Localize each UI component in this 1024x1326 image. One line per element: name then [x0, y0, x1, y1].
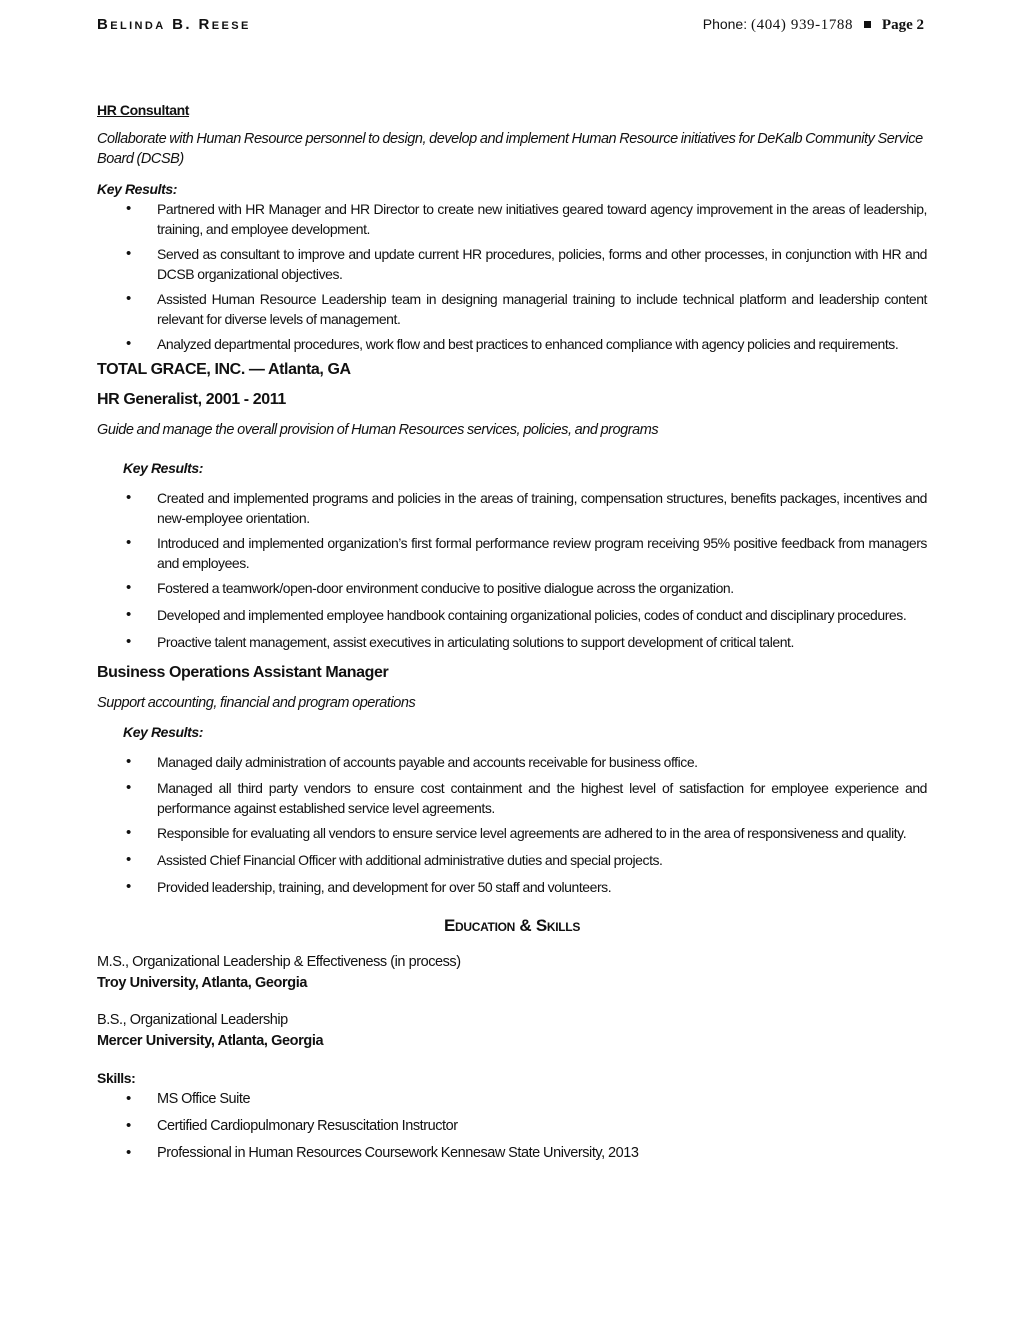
list-item: • Analyzed departmental procedures, work flow and best practices to enhanced compliance with agency policies and requirements.: [126, 335, 899, 352]
degree-entry: [97, 1010, 927, 1052]
bullet-icon: •: [126, 633, 131, 650]
bullet-icon: •: [126, 606, 131, 623]
list-item: • Managed all third party vendors to ensure cost containment and the highest level of satisfaction for employee experience and performance against established service level agreements.: [126, 779, 927, 816]
page-header: [97, 14, 924, 40]
role-description: Collaborate with Human Resource personnel to design, develop and implement Human Resource initiatives for DeKalb Community Service Board (DCSB): [97, 131, 923, 167]
bullet-icon: •: [126, 534, 131, 551]
bullet-icon: •: [126, 824, 131, 841]
degree-entry: [97, 952, 927, 994]
list-item: • Certified Cardiopulmonary Resuscitation Instructor: [126, 1117, 458, 1134]
results-list: [97, 752, 927, 897]
bullet-icon: •: [126, 489, 131, 506]
bullet-icon: •: [126, 779, 131, 796]
list-item: • Assisted Human Resource Leadership team in designing managerial training to include technical platform and leadership content relevant for diverse levels of management.: [126, 290, 927, 327]
bullet-icon: •: [126, 200, 131, 217]
list-item: • Proactive talent management, assist executives in articulating solutions to support development of critical talent.: [126, 633, 794, 650]
candidate-name: Belinda B. Reese: [97, 16, 251, 33]
list-item: • Developed and implemented employee handbook containing organizational policies, codes of conduct and disciplinary procedures.: [126, 606, 907, 623]
list-item: • Created and implemented programs and policies in the areas of training, compensation structures, benefits packages, incentives and new-employee orientation.: [126, 489, 927, 526]
role-title-hr-consultant: HR Consultant: [97, 102, 190, 118]
square-separator-icon: [864, 21, 871, 28]
bullet-icon: •: [126, 579, 131, 596]
key-results-label: Key Results:: [123, 460, 204, 476]
list-item: • Served as consultant to improve and update current HR procedures, policies, forms and other processes, in conjunction with HR and DCSB organizational objectives.: [126, 245, 927, 282]
list-item: • Partnered with HR Manager and HR Director to create new initiatives geared toward agency improvement in the areas of leadership, training, and employee development.: [126, 200, 927, 237]
school-name: Troy University, Atlanta, Georgia: [97, 975, 307, 991]
key-results-label: Key Results:: [123, 724, 204, 740]
bullet-icon: •: [126, 1117, 131, 1134]
section-heading-education: Education & Skills: [443, 916, 581, 935]
skills-list: [97, 1089, 927, 1163]
company-name: TOTAL GRACE, INC. — Atlanta, GA: [97, 361, 351, 378]
resume-body: [97, 100, 927, 1163]
bullet-icon: •: [126, 878, 131, 895]
list-item: • Provided leadership, training, and development for over 50 staff and volunteers.: [126, 878, 612, 895]
bullet-icon: •: [126, 335, 131, 352]
bullet-icon: •: [126, 851, 131, 868]
phone-label: Phone:: [702, 16, 748, 32]
list-item: • Assisted Chief Financial Officer with additional administrative duties and special projects.: [126, 851, 663, 868]
list-item: • Professional in Human Resources Coursework Kennesaw State University, 2013: [126, 1144, 639, 1161]
role-title-hr-generalist: HR Generalist, 2001 - 2011: [97, 391, 286, 408]
page-number: Page 2: [881, 17, 924, 33]
role-description: Guide and manage the overall provision of Human Resources services, policies, and programs: [97, 422, 659, 438]
list-item: • MS Office Suite: [126, 1090, 251, 1107]
bullet-icon: •: [126, 753, 131, 770]
skills-label: Skills:: [97, 1070, 136, 1086]
role-description: Support accounting, financial and program operations: [97, 695, 416, 711]
list-item: • Managed daily administration of accounts payable and accounts receivable for business office.: [126, 753, 698, 770]
key-results-label: Key Results:: [97, 181, 178, 197]
role-title-business-ops: Business Operations Assistant Manager: [97, 664, 389, 681]
bullet-icon: •: [126, 290, 131, 307]
bullet-icon: •: [126, 1090, 131, 1107]
bullet-icon: •: [126, 245, 131, 262]
results-list: [97, 199, 927, 354]
list-item: • Introduced and implemented organization’s first formal performance review program receiving 95% positive feedback from managers and employees.: [126, 534, 927, 571]
contact-info: [703, 16, 924, 34]
results-list: [97, 488, 927, 652]
phone-number: (404) 939-1788: [751, 17, 854, 33]
list-item: • Responsible for evaluating all vendors to ensure service level agreements are adhered to in the area of responsiveness and quality.: [126, 824, 907, 841]
bullet-icon: •: [126, 1144, 131, 1161]
school-name: Mercer University, Atlanta, Georgia: [97, 1033, 324, 1049]
list-item: • Fostered a teamwork/open-door environment conducive to positive dialogue across the organization.: [126, 579, 734, 596]
degree-title: B.S., Organizational Leadership: [97, 1012, 288, 1028]
degree-title: M.S., Organizational Leadership & Effectiveness (in process): [97, 954, 461, 970]
